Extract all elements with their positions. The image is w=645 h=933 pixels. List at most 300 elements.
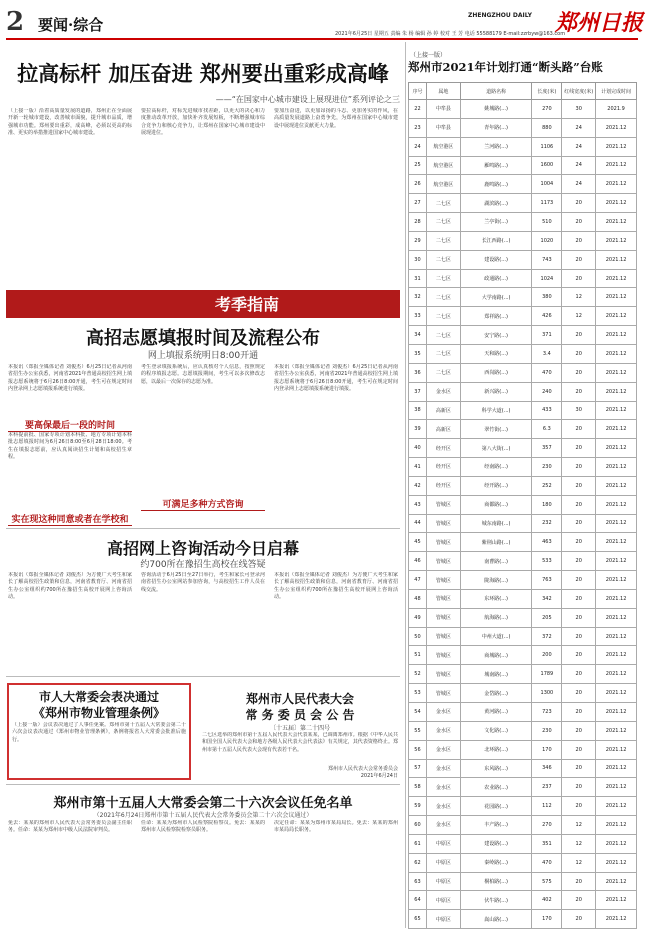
cell-length: 372 (532, 627, 562, 646)
cell-district: 二七区 (426, 194, 460, 213)
cell-road-name: 青年路(...) (460, 118, 532, 137)
cell-width: 20 (562, 231, 596, 250)
cell-completion: 2021.12 (596, 816, 637, 835)
cell-completion: 2021.12 (596, 665, 637, 684)
cell-index: 50 (409, 627, 427, 646)
cell-index: 49 (409, 608, 427, 627)
cell-index: 38 (409, 401, 427, 420)
table-header-row (409, 83, 637, 100)
lead-col-1: （上接一版）沿着高质量发展的道路，郑州正在全面展开新一轮城市建设，改善城市面貌，提升城市品质，增强城市功能。郑州要出重彩，成高峰，必须以更高的标准、更实的举措推进国家中心城市建设。 (8, 108, 132, 137)
table-row (409, 175, 637, 194)
cell-length: 230 (532, 721, 562, 740)
cell-index: 55 (409, 721, 427, 740)
cell-completion: 2021.12 (596, 118, 637, 137)
cell-district: 中原区 (426, 834, 460, 853)
table-row (409, 703, 637, 722)
announcement-title-1: 郑州市人民代表大会 (245, 692, 354, 706)
table-row (409, 476, 637, 495)
cell-road-name: 湖滨路(...) (460, 194, 532, 213)
cell-district: 金水区 (426, 382, 460, 401)
cell-index: 59 (409, 797, 427, 816)
cell-road-name: 城南路(...) (460, 665, 532, 684)
cell-completion: 2021.12 (596, 797, 637, 816)
cell-width: 24 (562, 156, 596, 175)
cell-length: 270 (532, 100, 562, 119)
announcement-text: 二七区选举的郑州市第十五届人民代表大会代表某某，已调离郑州市。根据《中华人民共和国全国人民代表大会和地方各级人民代表大会代表法》有关规定，其代表资格终止。郑州市第十五届人民代表大会现有代表若干名。 (202, 732, 398, 753)
table-row (409, 231, 637, 250)
cell-road-name: 伏牛路(...) (460, 891, 532, 910)
cell-completion: 2021.12 (596, 627, 637, 646)
page-number: 2 (6, 7, 25, 37)
table-row (409, 156, 637, 175)
cell-width: 24 (562, 137, 596, 156)
cell-index: 25 (409, 156, 427, 175)
cell-completion: 2021.12 (596, 175, 637, 194)
cell-index: 60 (409, 816, 427, 835)
cell-width: 20 (562, 646, 596, 665)
cell-length: 170 (532, 910, 562, 929)
cell-completion: 2021.12 (596, 571, 637, 590)
table-row (409, 288, 637, 307)
table-row (409, 759, 637, 778)
cell-road-name: 花园路(...) (460, 797, 532, 816)
cell-district: 管城区 (426, 533, 460, 552)
cell-district: 金水区 (426, 759, 460, 778)
cell-length: 351 (532, 834, 562, 853)
table-row (409, 721, 637, 740)
header-rule (6, 38, 638, 40)
article2-text-3: 本报讯（郑报全媒体记者 刘俊杰）为方便广大考生和家长了解高校招生政策和信息，河南省教育厅、河南省招生办公室组织约700所在豫招生高校开展网上咨询活动。 (274, 572, 398, 601)
cell-length: 342 (532, 589, 562, 608)
cell-width: 20 (562, 627, 596, 646)
cell-index: 54 (409, 703, 427, 722)
cell-length: 357 (532, 439, 562, 458)
cell-completion: 2021.12 (596, 476, 637, 495)
cell-district: 管城区 (426, 589, 460, 608)
table-row (409, 213, 637, 232)
cell-index: 57 (409, 759, 427, 778)
cell-completion: 2021.12 (596, 156, 637, 175)
cell-index: 48 (409, 589, 427, 608)
cell-length: 463 (532, 533, 562, 552)
cell-road-name: 秦岭路(...) (460, 853, 532, 872)
article4-text-1: 免去：某某的郑州市人民代表大会常务委员会副主任职务。任命：某某为郑州市中级人民法院审判员。 (8, 820, 132, 834)
exam-guide-banner-title: 考季指南 (215, 295, 280, 314)
table-row (409, 740, 637, 759)
cell-road-name: 航海路(...) (460, 608, 532, 627)
cell-road-name: 政通路(...) (460, 269, 532, 288)
cell-length: 3.4 (532, 344, 562, 363)
article3-text: （上接一版）会议表决通过了人事任免案。郑州市第十五届人大常委会第二十六次会议表决通过《郑州市物业管理条例》，条例将报省人大常委会批准后施行。 (12, 722, 186, 743)
cell-width: 20 (562, 721, 596, 740)
cell-road-name: 安宁路(...) (460, 326, 532, 345)
cell-index: 33 (409, 307, 427, 326)
cell-width: 24 (562, 175, 596, 194)
article1-title: 高招志愿填报时间及流程公布 (86, 328, 320, 349)
cell-completion: 2021.12 (596, 401, 637, 420)
cell-completion: 2021.12 (596, 363, 637, 382)
cell-completion: 2021.12 (596, 137, 637, 156)
cell-district: 金水区 (426, 703, 460, 722)
table-row (409, 269, 637, 288)
cell-index: 36 (409, 363, 427, 382)
cell-index: 43 (409, 495, 427, 514)
article1-section-2: 实在现这种同意或者在学校和 (8, 512, 132, 526)
cell-completion: 2021.12 (596, 646, 637, 665)
cell-index: 45 (409, 533, 427, 552)
cell-road-name: 大学南路(...) (460, 288, 532, 307)
cell-completion: 2021.12 (596, 250, 637, 269)
cell-completion: 2021.12 (596, 344, 637, 363)
header-width: 红线宽度(米) (562, 83, 596, 100)
cell-district: 金水区 (426, 721, 460, 740)
cell-completion: 2021.12 (596, 891, 637, 910)
cell-index: 23 (409, 118, 427, 137)
cell-road-name: 第八大街(...) (460, 439, 532, 458)
table-row (409, 834, 637, 853)
cell-length: 1300 (532, 684, 562, 703)
table-row (409, 891, 637, 910)
road-table (408, 82, 637, 929)
table-row (409, 439, 637, 458)
cell-length: 763 (532, 571, 562, 590)
table-row (409, 665, 637, 684)
cell-length: 470 (532, 363, 562, 382)
cell-width: 20 (562, 439, 596, 458)
cell-index: 63 (409, 872, 427, 891)
cell-district: 二七区 (426, 288, 460, 307)
cell-index: 61 (409, 834, 427, 853)
cell-district: 经开区 (426, 476, 460, 495)
cell-width: 20 (562, 250, 596, 269)
road-table-wrap (408, 82, 637, 929)
lead-col-3: 要加压奋进，以更加昂扬的斗志、更加务实的作风，在高质量发展道路上奋勇争先，为郑州在国家中心城市建设中展现进位贡献更大力量。 (274, 108, 398, 129)
article2-text-1: 本报讯（郑报全媒体记者 刘俊杰）为方便广大考生和家长了解高校招生政策和信息，河南省教育厅、河南省招生办公室组织约700所在豫招生高校开展网上咨询活动。 (8, 572, 132, 601)
cell-district: 金水区 (426, 816, 460, 835)
cell-completion: 2021.12 (596, 495, 637, 514)
cell-index: 26 (409, 175, 427, 194)
cell-index: 62 (409, 853, 427, 872)
cell-index: 52 (409, 665, 427, 684)
cell-index: 28 (409, 213, 427, 232)
header-length: 长度(米) (532, 83, 562, 100)
announcement-number: 〔十五届〕第二十四号 (269, 725, 330, 732)
cell-index: 22 (409, 100, 427, 119)
table-row (409, 589, 637, 608)
cell-length: 533 (532, 552, 562, 571)
article1-text-3: 考生登录填报系统后，应认真核对个人信息，按照规定的程序填报志愿。志愿填报期间，考生可以多次修改志愿，以最后一次保存的志愿为准。 (141, 364, 265, 385)
cell-length: 371 (532, 326, 562, 345)
cell-width: 20 (562, 495, 596, 514)
cell-index: 27 (409, 194, 427, 213)
cell-index: 31 (409, 269, 427, 288)
cell-width: 20 (562, 269, 596, 288)
cell-completion: 2021.12 (596, 608, 637, 627)
article2-title: 高招网上咨询活动今日启幕 (106, 539, 299, 558)
cell-index: 42 (409, 476, 427, 495)
cell-district: 二七区 (426, 250, 460, 269)
cell-completion: 2021.12 (596, 552, 637, 571)
cell-completion: 2021.12 (596, 910, 637, 929)
cell-width: 30 (562, 401, 596, 420)
cell-district: 航空港区 (426, 175, 460, 194)
cell-width: 20 (562, 797, 596, 816)
cell-width: 24 (562, 118, 596, 137)
cell-length: 1173 (532, 194, 562, 213)
cell-district: 航空港区 (426, 137, 460, 156)
table-row (409, 778, 637, 797)
cell-length: 232 (532, 514, 562, 533)
cell-completion: 2021.12 (596, 703, 637, 722)
cell-length: 237 (532, 778, 562, 797)
cell-index: 65 (409, 910, 427, 929)
cell-road-name: 鹿鸣路(...) (460, 175, 532, 194)
paper-name: ZHENGZHOU DAILY (468, 12, 532, 19)
cell-district: 高新区 (426, 420, 460, 439)
cell-completion: 2021.12 (596, 684, 637, 703)
cell-index: 30 (409, 250, 427, 269)
cell-road-name: 黄河路(...) (460, 703, 532, 722)
cell-width: 20 (562, 608, 596, 627)
article3-title-2: 《郑州市物业管理条例》 (32, 706, 165, 720)
cell-length: 170 (532, 740, 562, 759)
newspaper-logo: 郑州日报 (555, 10, 644, 36)
cell-index: 41 (409, 458, 427, 477)
article2-subtitle: 约700所在豫招生高校在线答疑 (140, 560, 266, 570)
cell-width: 30 (562, 100, 596, 119)
cell-completion: 2021.12 (596, 420, 637, 439)
cell-district: 管城区 (426, 552, 460, 571)
cell-district: 中原区 (426, 853, 460, 872)
cell-road-name: 建设路(...) (460, 250, 532, 269)
table-row (409, 552, 637, 571)
table-kicker: （上接一版） (410, 52, 447, 59)
cell-length: 426 (532, 307, 562, 326)
cell-length: 1004 (532, 175, 562, 194)
table-row (409, 816, 637, 835)
cell-district: 二七区 (426, 344, 460, 363)
cell-road-name: 农业路(...) (460, 778, 532, 797)
divider (6, 528, 400, 529)
announcement-title-2: 常 务 委 员 会 公 告 (245, 708, 355, 722)
cell-width: 20 (562, 213, 596, 232)
cell-district: 管城区 (426, 665, 460, 684)
cell-road-name: 东风路(...) (460, 759, 532, 778)
cell-district: 二七区 (426, 363, 460, 382)
cell-district: 航空港区 (426, 156, 460, 175)
cell-index: 44 (409, 514, 427, 533)
cell-completion: 2021.12 (596, 194, 637, 213)
section-title: 要闻·综合 (38, 16, 104, 34)
cell-district: 中原区 (426, 872, 460, 891)
cell-width: 20 (562, 891, 596, 910)
cell-width: 20 (562, 194, 596, 213)
cell-road-name: 中州大道(...) (460, 627, 532, 646)
announcement-date: 2021年6月24日 (360, 773, 398, 779)
cell-completion: 2021.12 (596, 382, 637, 401)
column-divider (405, 42, 406, 928)
cell-completion: 2021.12 (596, 589, 637, 608)
announcement-signature: 郑州市人民代表大会常务委员会 (327, 766, 398, 772)
cell-district: 经开区 (426, 439, 460, 458)
cell-length: 1789 (532, 665, 562, 684)
cell-length: 346 (532, 759, 562, 778)
cell-width: 20 (562, 665, 596, 684)
cell-district: 管城区 (426, 514, 460, 533)
cell-road-name: 紫荆山路(...) (460, 533, 532, 552)
table-row (409, 797, 637, 816)
cell-completion: 2021.12 (596, 872, 637, 891)
cell-width: 20 (562, 740, 596, 759)
cell-width: 20 (562, 533, 596, 552)
cell-district: 二七区 (426, 269, 460, 288)
table-row (409, 326, 637, 345)
header-completion: 计划完成时间 (596, 83, 637, 100)
cell-length: 270 (532, 816, 562, 835)
cell-road-name: 嵩山路(...) (460, 910, 532, 929)
cell-road-name: 南曹路(...) (460, 552, 532, 571)
cell-district: 二七区 (426, 307, 460, 326)
cell-length: 200 (532, 646, 562, 665)
cell-completion: 2021.12 (596, 439, 637, 458)
cell-completion: 2021.12 (596, 307, 637, 326)
cell-length: 470 (532, 853, 562, 872)
cell-road-name: 姚城路(...) (460, 100, 532, 119)
cell-road-name: 长江西路(...) (460, 231, 532, 250)
lead-title: 拉高标杆 加压奋进 郑州要出重彩成高峰 (17, 61, 389, 86)
cell-completion: 2021.12 (596, 721, 637, 740)
cell-index: 47 (409, 571, 427, 590)
cell-road-name: 雁鸣路(...) (460, 156, 532, 175)
cell-road-name: 郑祥路(...) (460, 307, 532, 326)
cell-length: 433 (532, 401, 562, 420)
header-index: 序号 (409, 83, 427, 100)
table-row (409, 137, 637, 156)
cell-length: 1020 (532, 231, 562, 250)
issue-meta: 2021年6月25日 星期五 责编 朱 杨 编辑 孙 婷 校对 王 芳 电话 55588179 E-mail:zzrbyw@163.com (335, 31, 566, 37)
cell-length: 743 (532, 250, 562, 269)
article1-text-1: 本报讯（郑报全媒体记者 刘俊杰）6月25日记者从河南省招生办公室获悉，河南省2021年普通高校招生网上填报志愿系统将于6月26日8:00开通，考生可在规定时间内登录网上志愿填报系统进行填报。 (8, 364, 132, 393)
cell-completion: 2021.12 (596, 326, 637, 345)
cell-width: 20 (562, 684, 596, 703)
cell-width: 20 (562, 778, 596, 797)
cell-road-name: 翠竹街(...) (460, 420, 532, 439)
table-row (409, 194, 637, 213)
cell-road-name: 金岱路(...) (460, 684, 532, 703)
cell-index: 29 (409, 231, 427, 250)
cell-width: 12 (562, 853, 596, 872)
cell-completion: 2021.12 (596, 231, 637, 250)
table-row (409, 458, 637, 477)
table-row (409, 495, 637, 514)
cell-length: 510 (532, 213, 562, 232)
cell-completion: 2021.12 (596, 740, 637, 759)
table-row (409, 571, 637, 590)
cell-completion: 2021.12 (596, 853, 637, 872)
cell-district: 二七区 (426, 231, 460, 250)
cell-width: 20 (562, 552, 596, 571)
cell-road-name: 城东南路(...) (460, 514, 532, 533)
cell-district: 金水区 (426, 740, 460, 759)
cell-width: 20 (562, 872, 596, 891)
cell-width: 20 (562, 571, 596, 590)
cell-district: 中牟县 (426, 118, 460, 137)
cell-width: 12 (562, 288, 596, 307)
cell-length: 180 (532, 495, 562, 514)
cell-width: 12 (562, 307, 596, 326)
cell-length: 112 (532, 797, 562, 816)
cell-completion: 2021.9 (596, 100, 637, 119)
cell-length: 723 (532, 703, 562, 722)
divider (6, 676, 400, 677)
article1-text-2: 本科提前批、国家专项计划本科批、地方专项计划本科批志愿填报时间为6月26日8:00至6月28日18:00。考生在填报志愿前，应认真阅读招生计划和高校招生章程。 (8, 432, 132, 461)
cell-road-name: 天和路(...) (460, 344, 532, 363)
cell-width: 20 (562, 326, 596, 345)
cell-length: 880 (532, 118, 562, 137)
cell-district: 管城区 (426, 646, 460, 665)
cell-completion: 2021.12 (596, 213, 637, 232)
cell-index: 35 (409, 344, 427, 363)
cell-width: 20 (562, 703, 596, 722)
lead-subtitle: ——“在国家中心城市建设上展现进位”系列评论之三 (215, 95, 400, 104)
article4-subtitle: （2021年6月24日郑州市第十五届人民代表大会常务委员会第二十六次会议通过） (93, 812, 313, 819)
cell-district: 管城区 (426, 684, 460, 703)
table-row (409, 344, 637, 363)
cell-length: 6.3 (532, 420, 562, 439)
cell-width: 20 (562, 458, 596, 477)
cell-completion: 2021.12 (596, 834, 637, 853)
cell-index: 32 (409, 288, 427, 307)
cell-completion: 2021.12 (596, 288, 637, 307)
cell-road-name: 陇海路(...) (460, 571, 532, 590)
cell-road-name: 丰产路(...) (460, 816, 532, 835)
lead-col-2: 要拉高标杆，对标先进城市找差距，以更大的决心和力度推动改革开放，加快补齐发展短板，不断增强城市综合竞争力和核心竞争力，让郑州在国家中心城市建设中展现进位。 (141, 108, 265, 137)
cell-completion: 2021.12 (596, 778, 637, 797)
header-road-name: 道路名称 (460, 83, 532, 100)
cell-district: 管城区 (426, 495, 460, 514)
cell-completion: 2021.12 (596, 514, 637, 533)
cell-width: 20 (562, 382, 596, 401)
cell-road-name: 商城路(...) (460, 646, 532, 665)
cell-length: 252 (532, 476, 562, 495)
table-row (409, 100, 637, 119)
cell-width: 20 (562, 759, 596, 778)
cell-length: 1106 (532, 137, 562, 156)
cell-road-name: 商都路(...) (460, 495, 532, 514)
table-row (409, 627, 637, 646)
cell-road-name: 东环路(...) (460, 589, 532, 608)
cell-index: 64 (409, 891, 427, 910)
article4-text-2: 任命：某某为郑州市人民检察院检察员。免去：某某的郑州市人民检察院检察员职务。 (141, 820, 265, 834)
cell-district: 中牟县 (426, 100, 460, 119)
table-row (409, 420, 637, 439)
table-row (409, 307, 637, 326)
cell-index: 56 (409, 740, 427, 759)
cell-index: 58 (409, 778, 427, 797)
cell-completion: 2021.12 (596, 458, 637, 477)
cell-completion: 2021.12 (596, 269, 637, 288)
cell-width: 20 (562, 363, 596, 382)
divider (6, 784, 400, 785)
cell-district: 管城区 (426, 627, 460, 646)
cell-length: 230 (532, 458, 562, 477)
table-row (409, 382, 637, 401)
cell-index: 46 (409, 552, 427, 571)
table-row (409, 514, 637, 533)
table-row (409, 363, 637, 382)
table-row (409, 401, 637, 420)
cell-district: 高新区 (426, 401, 460, 420)
